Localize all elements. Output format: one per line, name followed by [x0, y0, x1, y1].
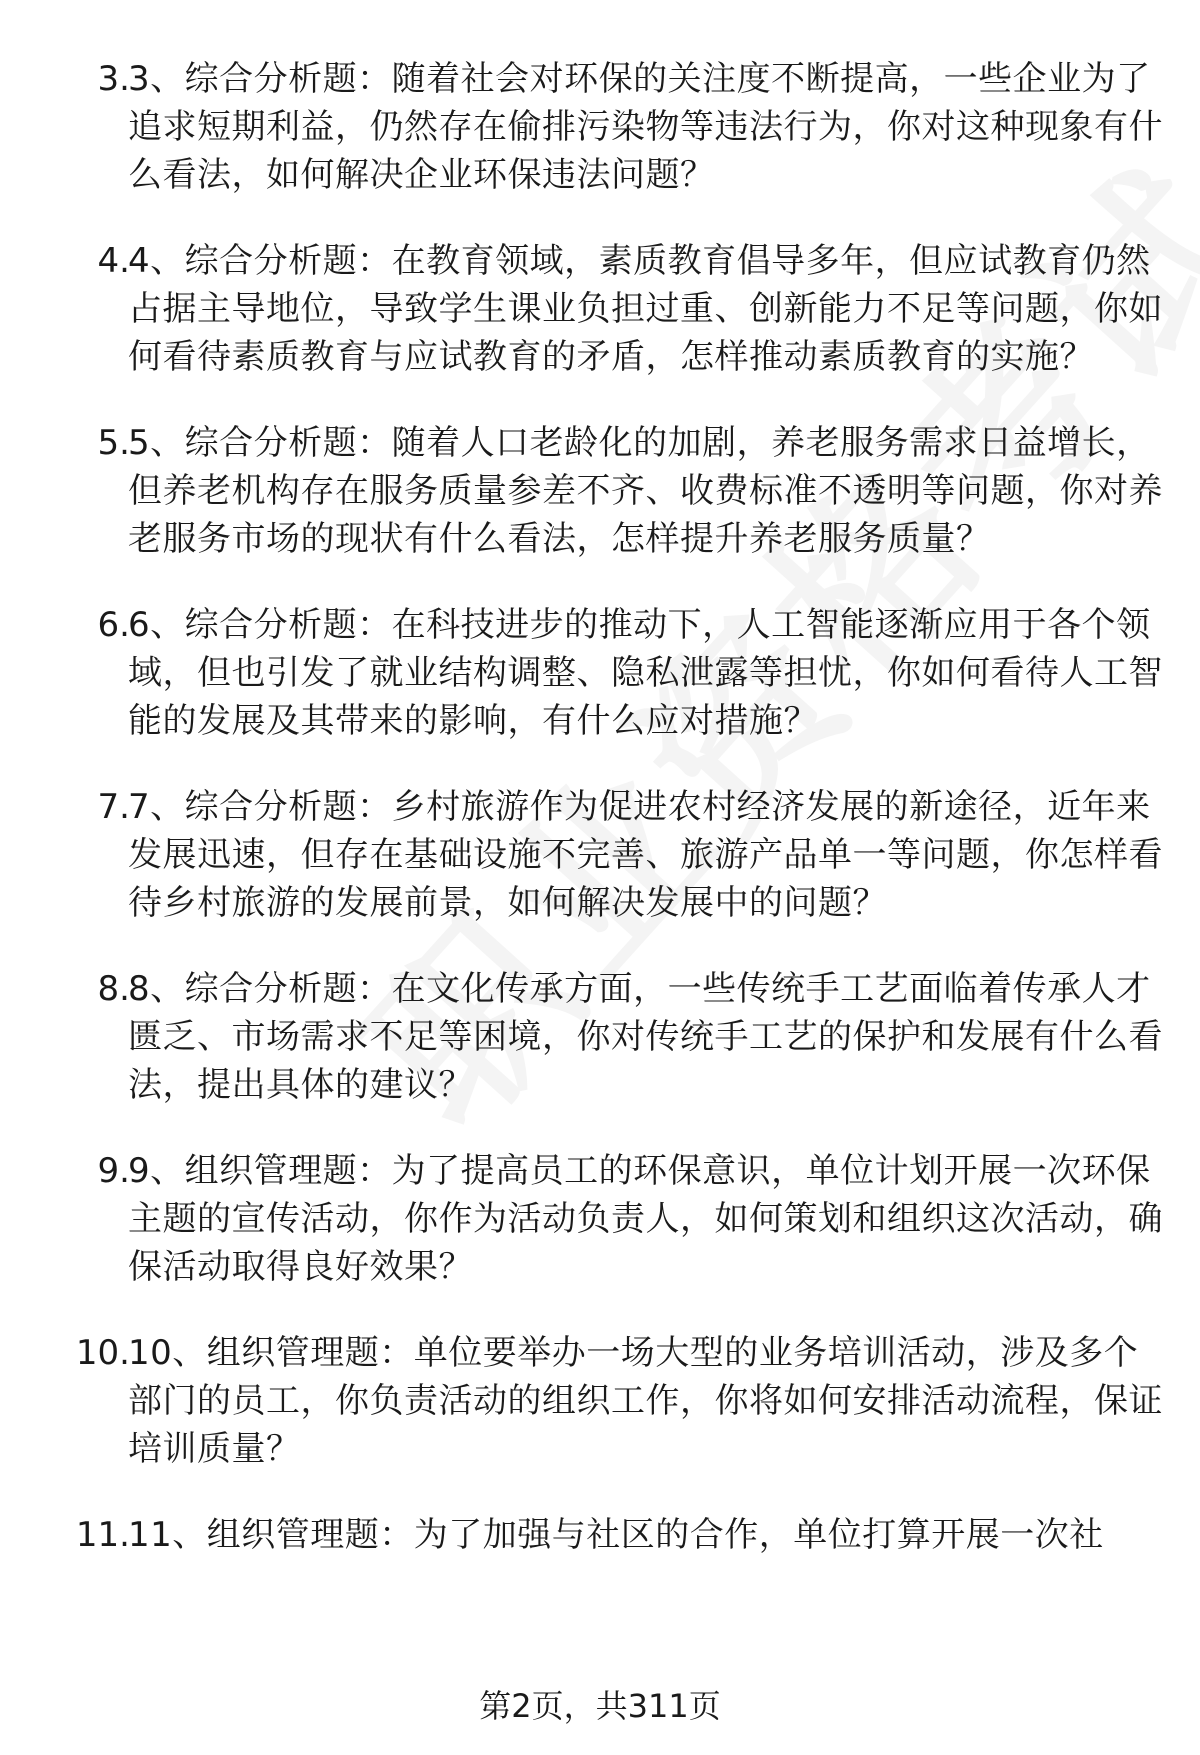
question-text: 3、综合分析题：随着社会对环保的关注度不断提高，一些企业为了追求短期利益，仍然存在偷排污染物等违法行为，你对这种现象有什么看法，如何解决企业环保违法问题？ — [128, 59, 1163, 195]
question-item — [0, 55, 1200, 199]
question-number: 7. — [97, 787, 130, 827]
question-item — [0, 1329, 1200, 1473]
question-text: 4、综合分析题：在教育领域，素质教育倡导多年，但应试教育仍然占据主导地位，导致学生课业负担过重、创新能力不足等问题，你如何看待素质教育与应试教育的矛盾，怎样推动素质教育的实施？ — [128, 241, 1163, 377]
question-number: 4. — [97, 241, 130, 281]
question-number: 9. — [97, 1151, 130, 1191]
question-text: 7、综合分析题：乡村旅游作为促进农村经济发展的新途径，近年来发展迅速，但存在基础设施不完善、旅游产品单一等问题，你怎样看待乡村旅游的发展前景，如何解决发展中的问题？ — [128, 787, 1163, 923]
question-item — [0, 419, 1200, 563]
question-item — [0, 1511, 1200, 1559]
question-list — [0, 55, 1200, 1597]
question-text: 8、综合分析题：在文化传承方面，一些传统手工艺面临着传承人才匮乏、市场需求不足等困境，你对传统手工艺的保护和发展有什么看法，提出具体的建议？ — [128, 969, 1163, 1105]
question-number: 5. — [97, 423, 130, 463]
question-item — [0, 783, 1200, 927]
question-number: 8. — [97, 969, 130, 1009]
question-item — [0, 237, 1200, 381]
question-text: 9、组织管理题：为了提高员工的环保意识，单位计划开展一次环保主题的宣传活动，你作为活动负责人，如何策划和组织这次活动，确保活动取得良好效果？ — [128, 1151, 1163, 1287]
question-text: 11、组织管理题：为了加强与社区的合作，单位打算开展一次社 — [128, 1515, 1104, 1555]
question-text: 10、组织管理题：单位要举办一场大型的业务培训活动，涉及多个部门的员工，你负责活动的组织工作，你将如何安排活动流程，保证培训质量？ — [128, 1333, 1163, 1469]
question-item — [0, 1147, 1200, 1291]
question-number: 6. — [97, 605, 130, 645]
question-text: 5、综合分析题：随着人口老龄化的加剧，养老服务需求日益增长，但养老机构存在服务质量参差不齐、收费标准不透明等问题，你对养老服务市场的现状有什么看法，怎样提升养老服务质量？ — [128, 423, 1163, 559]
question-number: 3. — [97, 59, 130, 99]
question-item — [0, 601, 1200, 745]
page-footer: 第2页，共311页 — [479, 1687, 721, 1725]
question-number: 11. — [75, 1515, 130, 1555]
question-number: 10. — [75, 1333, 130, 1373]
question-item — [0, 965, 1200, 1109]
question-text: 6、综合分析题：在科技进步的推动下，人工智能逐渐应用于各个领域，但也引发了就业结构调整、隐私泄露等担忧，你如何看待人工智能的发展及其带来的影响，有什么应对措施？ — [128, 605, 1163, 741]
